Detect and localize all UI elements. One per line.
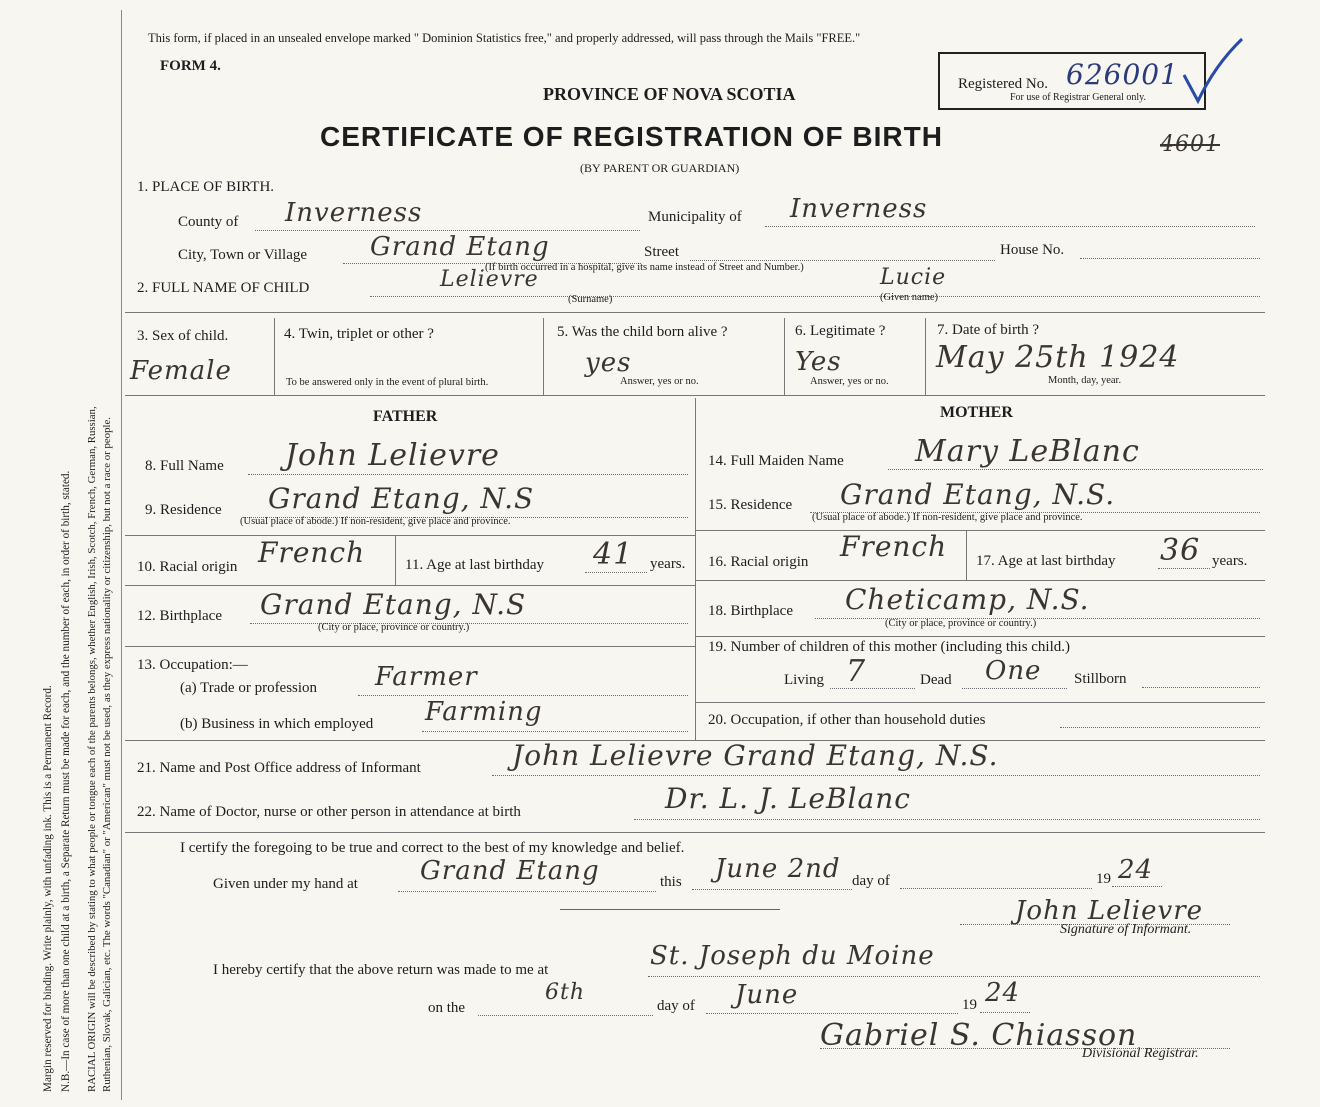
this-label: this	[660, 874, 682, 890]
father-name-label: 8. Full Name	[145, 458, 224, 474]
side-note-2: N.B.—In case of more than one child at a birth, a Separate Return must be made for each, and the number of each, in order of birth, stated.	[60, 470, 72, 1092]
father-residence-note: (Usual place of abode.) If non-resident, give place and province.	[240, 516, 511, 527]
father-race-label: 10. Racial origin	[137, 559, 238, 575]
municipality-value: Inverness	[790, 194, 928, 224]
given-place-value: Grand Etang	[420, 856, 600, 886]
this-value: June 2nd	[715, 854, 841, 884]
mother-heading: MOTHER	[940, 404, 1013, 421]
certificate-title: CERTIFICATE OF REGISTRATION OF BIRTH	[320, 121, 943, 152]
side-note-4: Ruthenian, Slovak, Galician, etc. The words "Canadian" or "American" must not be used, as they express nationality or citizenship, but not a race or people.	[101, 417, 113, 1092]
day-of-2-label: day of	[657, 998, 695, 1014]
registrar-note: For use of Registrar General only.	[1010, 92, 1146, 103]
mother-birthplace-label: 18. Birthplace	[708, 603, 793, 619]
trade-value: Farmer	[375, 662, 478, 692]
father-birthplace-label: 12. Birthplace	[137, 608, 222, 624]
registrar-signature: Gabriel S. Chiasson	[820, 1018, 1138, 1053]
dob-label: 7. Date of birth ?	[937, 322, 1040, 338]
business-value: Farming	[425, 697, 543, 727]
father-age-label: 11. Age at last birthday	[405, 557, 544, 573]
hereby-place-value: St. Joseph du Moine	[650, 941, 935, 971]
father-birthplace-note: (City or place, province or country.)	[318, 622, 470, 633]
father-age-value: 41	[593, 537, 634, 572]
father-residence-label: 9. Residence	[145, 502, 222, 518]
given-note: (Given name)	[880, 292, 939, 303]
on-the-label: on the	[428, 1000, 466, 1016]
business-label: (b) Business in which employed	[180, 716, 374, 732]
occupation-label: 13. Occupation:—	[137, 657, 248, 673]
place-of-birth-heading: 1. PLACE OF BIRTH.	[137, 179, 275, 195]
father-years: years.	[650, 556, 686, 572]
father-heading: FATHER	[373, 408, 438, 425]
doctor-label: 22. Name of Doctor, nurse or other person in attendance at birth	[137, 804, 521, 820]
dead-value: One	[985, 656, 1042, 686]
hereby-label: I hereby certify that the above return was made to me at	[213, 962, 549, 978]
street-label: Street	[644, 244, 679, 260]
mother-age-label: 17. Age at last birthday	[976, 553, 1116, 569]
postal-notice: This form, if placed in an unsealed envelope marked " Dominion Statistics free," and properly addressed, will pass through the Mails "FREE."	[148, 31, 861, 45]
sex-label: 3. Sex of child.	[137, 328, 229, 344]
alive-value: yes	[585, 348, 632, 378]
twin-label: 4. Twin, triplet or other ?	[284, 326, 434, 342]
blue-check-mark	[1180, 35, 1250, 110]
dead-label: Dead	[920, 672, 952, 688]
mother-race-label: 16. Racial origin	[708, 554, 809, 570]
city-value: Grand Etang	[370, 232, 550, 262]
mother-age-value: 36	[1160, 533, 1201, 568]
hospital-note: (If birth occurred in a hospital, give its name instead of Street and Number.)	[485, 262, 804, 273]
child-name-label: 2. FULL NAME OF CHILD	[137, 280, 310, 296]
year-value: 24	[1118, 855, 1154, 885]
margin-rule	[121, 10, 122, 1100]
year-prefix: 19	[1096, 871, 1111, 887]
registered-number: 626001	[1066, 58, 1179, 91]
mother-residence-label: 15. Residence	[708, 497, 793, 513]
alive-label: 5. Was the child born alive ?	[557, 324, 728, 340]
county-value: Inverness	[285, 198, 423, 228]
father-race-value: French	[258, 536, 366, 569]
registered-label: Registered No.	[958, 76, 1048, 92]
city-label: City, Town or Village	[178, 247, 308, 263]
province-title: PROVINCE OF NOVA SCOTIA	[543, 84, 796, 104]
registration-box	[938, 52, 1206, 110]
municipality-label: Municipality of	[648, 209, 742, 225]
certify-statement: I certify the foregoing to be true and correct to the best of my knowledge and belief.	[180, 840, 685, 856]
surname-note: (Surname)	[568, 294, 613, 305]
father-residence-value: Grand Etang, N.S	[268, 482, 535, 515]
trade-label: (a) Trade or profession	[180, 680, 318, 696]
children-label: 19. Number of children of this mother (including this child.)	[708, 639, 1071, 655]
doctor-value: Dr. L. J. LeBlanc	[665, 782, 911, 815]
sex-value: Female	[130, 356, 232, 386]
living-value: 7	[846, 654, 867, 689]
informant-value: John Lelievre Grand Etang, N.S.	[512, 739, 999, 772]
legitimate-note: Answer, yes or no.	[810, 376, 889, 387]
mother-residence-value: Grand Etang, N.S.	[840, 478, 1116, 511]
dob-value: May 25th 1924	[936, 340, 1180, 375]
dob-note: Month, day, year.	[1048, 375, 1122, 386]
signature-label: Signature of Informant.	[1060, 922, 1192, 937]
mother-name-label: 14. Full Maiden Name	[708, 453, 844, 469]
year-2-value: 24	[985, 978, 1021, 1008]
legitimate-label: 6. Legitimate ?	[795, 323, 886, 339]
mother-years: years.	[1212, 553, 1248, 569]
mother-birthplace-note: (City or place, province or country.)	[885, 618, 1037, 629]
informant-label: 21. Name and Post Office address of Informant	[137, 760, 421, 776]
county-label: County of	[178, 214, 239, 230]
mother-name-value: Mary LeBlanc	[915, 434, 1140, 469]
mother-occupation-label: 20. Occupation, if other than household duties	[708, 712, 986, 728]
house-label: House No.	[1000, 242, 1065, 258]
child-given-name: Lucie	[880, 265, 947, 290]
mother-race-value: French	[840, 530, 948, 563]
mother-residence-note: (Usual place of abode.) If non-resident, give place and province.	[812, 512, 1083, 523]
on-the-value: 6th	[545, 980, 586, 1005]
father-birthplace-value: Grand Etang, N.S	[260, 588, 527, 621]
given-label: Given under my hand at	[213, 876, 358, 892]
living-label: Living	[784, 672, 824, 688]
stillborn-label: Stillborn	[1074, 671, 1127, 687]
child-surname: Lelievre	[440, 267, 539, 292]
form-number: FORM 4.	[160, 58, 221, 74]
alive-note: Answer, yes or no.	[620, 376, 699, 387]
side-note-3: RACIAL ORIGIN will be described by stating to what people or tongue each of the parents belongs, whether English, Irish, Scotch, French, German, Russian,	[86, 406, 98, 1092]
side-note-1: Margin reserved for binding. Write plainly, with unfading ink. This is a Permanent Record.	[42, 685, 54, 1092]
month-2-value: June	[735, 980, 799, 1010]
struck-number: 4601	[1160, 132, 1220, 157]
day-of-label: day of	[852, 873, 890, 889]
year-2-prefix: 19	[962, 997, 977, 1013]
twin-note: To be answered only in the event of plural birth.	[286, 377, 489, 388]
informant-signature: John Lelievre	[1015, 896, 1204, 926]
certificate-subtitle: (BY PARENT OR GUARDIAN)	[580, 161, 740, 175]
father-name-value: John Lelievre	[285, 438, 500, 473]
legitimate-value: Yes	[795, 347, 842, 377]
mother-birthplace-value: Cheticamp, N.S.	[845, 583, 1090, 616]
registrar-label: Divisional Registrar.	[1082, 1046, 1199, 1061]
